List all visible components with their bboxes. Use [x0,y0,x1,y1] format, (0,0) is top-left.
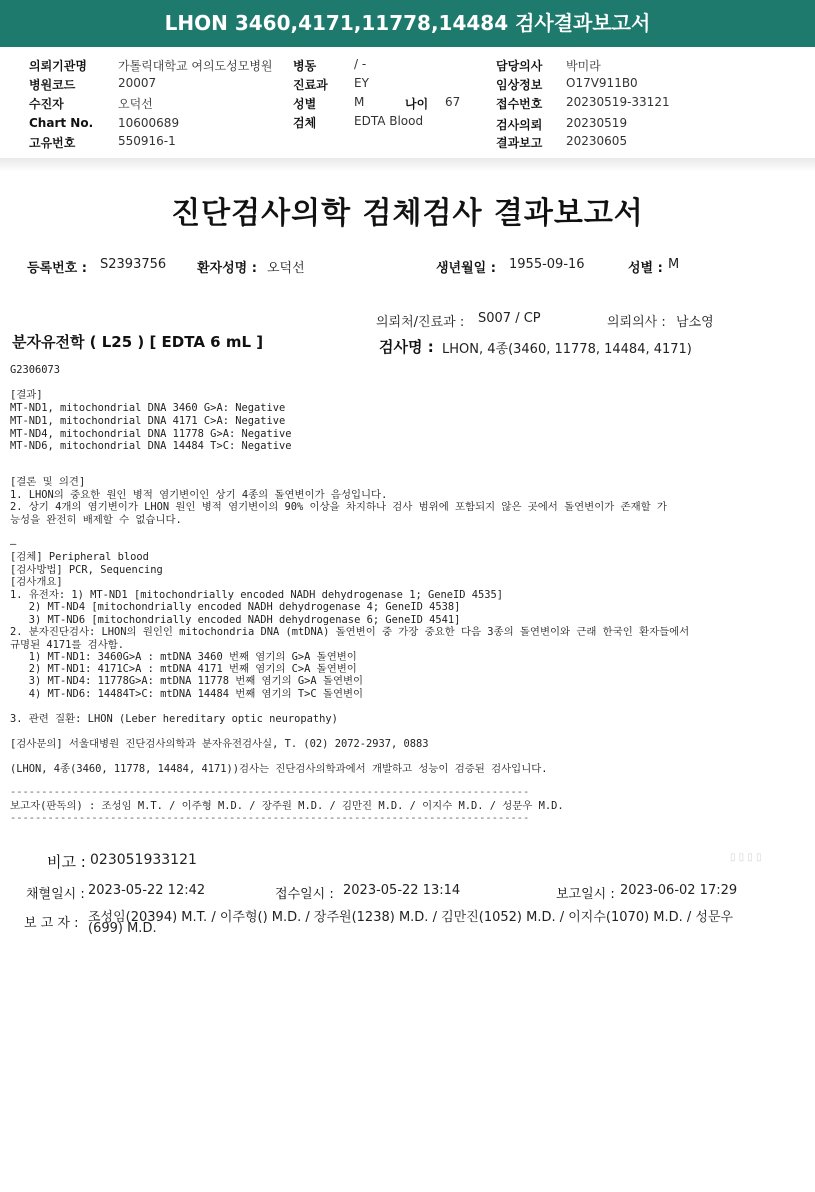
dob-value: 1955-09-16 [509,257,585,272]
separator-top: ----------------------------------------------------------------------------------- [10,786,530,798]
referring-doctor-label: 의뢰의사 : [607,315,666,330]
hospital-code-value: 20007 [118,76,157,90]
method-line: 4) MT-ND6: 14484T>C: mtDNA 14484 번째 염기의 T>C 돌연변이 [10,688,364,700]
result-line: MT-ND4, mitochondrial DNA 11778 G>A: Negative [10,428,292,440]
collected-label: 채혈일시 : [26,887,85,902]
faint-watermark: ▯ ▯ ▯ ▯ [730,852,762,863]
reporters-line: 보고자(판독의) : 조성임 M.T. / 이주형 M.D. / 장주원 M.D. / 김만진 M.D. / 이지수 M.D. / 성문우 M.D. [10,800,564,812]
ward-label: 병동 [293,59,317,73]
unique-id-value: 550916-1 [118,134,176,148]
test-name-value: LHON, 4종(3460, 11778, 14484, 4171) [442,342,692,357]
result-line: MT-ND1, mitochondrial DNA 4171 C>A: Negative [10,415,286,427]
institution-label: 의뢰기관명 [29,59,87,73]
reporter-line: 조성임(20394) M.T. / 이주형() M.D. / 장주원(1238) M.D. / 김만진(1052) M.D. / 이지수(1070) M.D. / 성문우 [88,910,734,925]
related-disease: 3. 관련 질환: LHON (Leber hereditary optic neuropathy) [10,713,338,725]
department-value: EY [354,76,369,90]
referring-dept-label: 의뢰처/진료과 : [376,315,465,330]
test-name-label: 검사명 : [379,338,434,356]
conclusion-line: 1. LHON의 중요한 원인 병적 염기변이인 상기 4종의 돌연변이가 음성입니다. [10,489,388,501]
ward-value: / - [354,57,367,71]
order-info-header [0,53,815,158]
referring-dept-value: S007 / CP [478,311,541,326]
separator-bottom: ----------------------------------------------------------------------------------- [10,812,530,824]
chart-no-label: Chart No. [29,116,94,130]
attending-value: 박미라 [566,59,601,73]
report-sex-value: M [668,257,680,272]
unique-id-label: 고유번호 [29,136,76,150]
age-value: 67 [445,95,461,109]
specimen-label: 검체 [293,116,317,130]
contact-line: [검사문의] 서울대병원 진단검사의학과 분자유전검사실, T. (02) 2072-2937, 0883 [10,738,429,750]
patient-value: 오덕선 [118,97,153,111]
registration-label: 등록번호 : [27,261,87,276]
department-label: 진료과 [293,78,328,92]
report-banner-title: LHON 3460,4171,11778,14484 검사결과보고서 [0,0,815,47]
receipt-no-label: 접수번호 [496,97,543,111]
specimen-value: EDTA Blood [354,114,424,128]
accession-number: G2306073 [10,364,61,376]
method-line: 2) MT-ND1: 4171C>A : mtDNA 4171 번째 염기의 C>A 돌연변이 [10,663,357,675]
received-value: 2023-05-22 13:14 [343,883,461,898]
conclusion-header: [결론 및 의견] [10,476,86,488]
sex-label: 성별 [293,97,317,111]
test-request-label: 검사의뢰 [496,118,543,132]
test-request-value: 20230519 [566,116,628,130]
patient-name-label: 환자성명 : [197,261,257,276]
method-line: 1. 유전자: 1) MT-ND1 [mitochondrially encoded NADH dehydrogenase 1; GeneID 4535] [10,589,504,601]
validation-statement: (LHON, 4종(3460, 11778, 14484, 4171))검사는 진단검사의학과에서 개발하고 성능이 검증된 검사입니다. [10,763,548,775]
method-line: 3) MT-ND6 [mitochondrially encoded NADH dehydrogenase 6; GeneID 4541] [10,614,461,626]
reported-value: 2023-06-02 17:29 [620,883,738,898]
reporter-line: (699) M.D. [88,921,157,936]
header-divider [0,158,815,172]
method-line: 2) MT-ND4 [mitochondrially encoded NADH dehydrogenase 4; GeneID 4538] [10,601,461,613]
conclusion-line: 능성을 완전히 배제할 수 없습니다. [10,514,182,526]
method-line: 1) MT-ND1: 3460G>A : mtDNA 3460 번째 염기의 G>A 돌연변이 [10,651,357,663]
method-line: 2. 분자진단검사: LHON의 원인인 mitochondria DNA (mtDNA) 돌연변이 중 가장 중요한 다음 3종의 돌연변이와 근래 한국인 환자들에서 [10,626,690,638]
remark-value: 023051933121 [90,852,197,868]
report-sex-label: 성별 : [628,261,663,276]
method-line: [검사개요] [10,576,63,588]
received-label: 접수일시 : [275,887,334,902]
results-header: [결과] [10,389,43,401]
patient-name-value: 오덕선 [267,261,305,276]
clinical-info-label: 임상정보 [496,78,543,92]
referring-doctor-value: 남소영 [676,315,714,330]
chart-no-value: 10600689 [118,116,180,130]
attending-label: 담당의사 [496,59,543,73]
conclusion-line: 2. 상기 4개의 염기변이가 LHON 원인 병적 염기변이의 90% 이상을 차지하나 검사 범위에 포함되지 않은 곳에서 돌연변이가 존재할 가 [10,501,667,513]
reported-label: 보고일시 : [556,887,615,902]
method-line: 3) MT-ND4: 11778G>A: mtDNA 11778 번째 염기의 G>A 돌연변이 [10,675,364,687]
clinical-info-value: O17V911B0 [566,76,638,90]
section-title: 분자유전학 ( L25 ) [ EDTA 6 mL ] [12,333,264,351]
collected-value: 2023-05-22 12:42 [88,883,206,898]
result-line: MT-ND1, mitochondrial DNA 3460 G>A: Negative [10,402,286,414]
result-report-label: 결과보고 [496,136,543,150]
method-line: [검체] Peripheral blood [10,551,149,563]
reporter-label: 보 고 자 : [24,916,79,931]
hospital-code-label: 병원코드 [29,78,76,92]
method-line: 규명된 4171를 검사함. [10,639,125,651]
dob-label: 생년월일 : [436,261,496,276]
result-report-value: 20230605 [566,134,628,148]
report-title: 진단검사의학 검체검사 결과보고서 [171,196,644,231]
dash-separator: — [10,538,17,550]
age-label: 나이 [405,97,429,111]
registration-value: S2393756 [100,257,167,272]
institution-value: 가톨릭대학교 여의도성모병원 [118,59,273,73]
result-line: MT-ND6, mitochondrial DNA 14484 T>C: Negative [10,440,292,452]
remark-label: 비고 : [47,853,86,871]
method-line: [검사방법] PCR, Sequencing [10,564,163,576]
sex-value: M [354,95,365,109]
patient-label: 수진자 [29,97,64,111]
receipt-no-value: 20230519-33121 [566,95,670,109]
